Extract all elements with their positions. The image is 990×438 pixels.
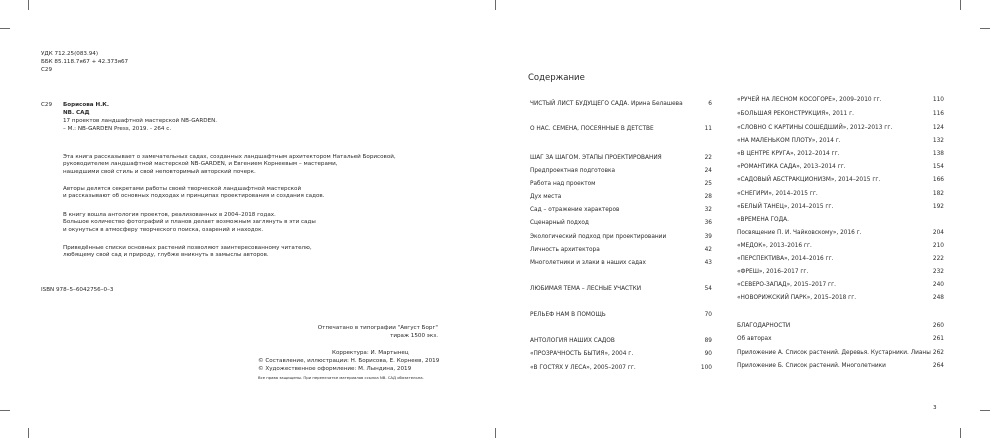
toc-entry bbox=[737, 256, 944, 263]
toc-entry bbox=[737, 230, 944, 237]
toc-entry-page: 132 bbox=[932, 138, 944, 144]
toc-entry-page: 54 bbox=[704, 286, 712, 292]
toc-entry bbox=[737, 164, 944, 171]
toc-entry bbox=[530, 101, 712, 108]
toc-entry-page: 204 bbox=[932, 230, 944, 236]
toc-entry bbox=[737, 269, 944, 276]
toc-entry-label: Сад – отражение характеров bbox=[530, 207, 620, 213]
toc-entry bbox=[530, 338, 712, 345]
annotation-paragraph: Авторы делятся секретами работы своей творческой ландшафтной мастерской и рассказывают об основных подходах и принципах проектирования и создания садов. bbox=[63, 186, 325, 200]
isbn: ISBN 978–5–6042756–0–3 bbox=[41, 287, 114, 293]
toc-entry-label: Личность архитектора bbox=[530, 247, 600, 253]
toc-entry bbox=[737, 363, 944, 370]
toc-entry bbox=[737, 177, 944, 184]
toc-entry-label: Экологический подход при проектировании bbox=[530, 234, 667, 240]
toc-entry-page: 124 bbox=[932, 125, 944, 131]
annotation-paragraph: Приведённые списки основных растений позволяют заинтересованному читателю, любящему свой сад и природу, глубже вникнуть в замыслы авторов. bbox=[63, 245, 312, 259]
toc-entry-page: 138 bbox=[932, 151, 944, 157]
crop-mark bbox=[0, 410, 10, 411]
toc-entry-page: 110 bbox=[932, 97, 944, 103]
toc-entry bbox=[737, 350, 944, 357]
toc-entry bbox=[737, 217, 944, 224]
toc-entry-page: 240 bbox=[932, 282, 944, 288]
bbk: ББК 85.118.7я67 + 42.373я67 bbox=[41, 59, 129, 65]
toc-entry-page: 192 bbox=[932, 204, 944, 210]
toc-entry bbox=[737, 138, 944, 145]
toc-entry bbox=[530, 312, 712, 319]
crop-mark bbox=[0, 28, 10, 29]
toc-entry bbox=[530, 220, 712, 227]
toc-entry-page: 42 bbox=[704, 247, 712, 253]
crop-mark bbox=[960, 428, 961, 438]
author-name: Борисова Н.К. bbox=[63, 102, 109, 108]
toc-entry-page: 36 bbox=[704, 220, 712, 226]
toc-entry-page: 264 bbox=[932, 363, 944, 369]
toc-entry-label: «ПРОЗРАЧНОСТЬ БЫТИЯ», 2004 г. bbox=[530, 351, 634, 357]
toc-entry bbox=[737, 336, 944, 343]
toc-entry bbox=[737, 295, 944, 302]
toc-entry-label: Предпроектная подготовка bbox=[530, 168, 616, 174]
page-number: 3 bbox=[933, 405, 937, 411]
design-credit: © Художественное оформление: М. Лындина, 2019 bbox=[258, 366, 412, 372]
toc-entry bbox=[530, 194, 712, 201]
toc-entry-page: 89 bbox=[704, 338, 712, 344]
classification-code-top: С29 bbox=[41, 67, 53, 73]
toc-entry-label: «РУЧЕЙ НА ЛЕСНОМ КОСОГОРЕ», 2009–2010 гг. bbox=[737, 97, 882, 103]
toc-entry-label: Приложение Б. Список растений. Многолетники bbox=[737, 363, 886, 369]
toc-entry-label: «СНЕГИРИ», 2014–2015 гг. bbox=[737, 191, 818, 197]
crop-mark bbox=[28, 428, 29, 438]
toc-entry-label: Приложение А. Список растений. Деревья. Кустарники. Лианы bbox=[737, 350, 931, 356]
toc-entry-page: 262 bbox=[932, 350, 944, 356]
toc-entry bbox=[737, 151, 944, 158]
toc-entry bbox=[530, 351, 712, 358]
toc-entry-label: Многолетники и злаки в наших садах bbox=[530, 260, 646, 266]
classification-code: С29 bbox=[41, 102, 53, 108]
toc-entry-page: 210 bbox=[932, 243, 944, 249]
publisher-info: – М.: NB-GARDEN Press, 2019. - 264 с. bbox=[63, 126, 172, 132]
annotation-paragraph: Эта книга рассказывает о замечательных садах, созданных ландшафтным архитектором Натальей Борисовой, руководителем ландшафтной мастерской NB-GARDEN, и Евгением Корнеевым – мастерами, нашедшими свой стиль и свой неповторимый авторский почерк. bbox=[63, 154, 396, 175]
toc-entry-page: 28 bbox=[704, 194, 712, 200]
toc-entry bbox=[530, 126, 712, 133]
toc-entry-page: 32 bbox=[704, 207, 712, 213]
toc-entry bbox=[530, 247, 712, 254]
toc-entry bbox=[737, 125, 944, 132]
toc-entry-page: 24 bbox=[704, 168, 712, 174]
toc-entry-label: О НАС. СЕМЕНА, ПОСЕЯННЫЕ В ДЕТСТВЕ bbox=[530, 126, 654, 132]
toc-entry bbox=[530, 286, 712, 293]
toc-entry-label: «ПЕРСПЕКТИВА», 2014–2016 гг. bbox=[737, 256, 834, 262]
annotation-paragraph: В книгу вошла антология проектов, реализованных в 2004–2018 годах. Большое количество фотографий и планов делает возможным заглянуть в эти сады и окунуться в атмосферу творческого поиска, озарений и находок. bbox=[63, 212, 316, 233]
toc-entry-page: 166 bbox=[932, 177, 944, 183]
toc-entry-page: 222 bbox=[932, 256, 944, 262]
toc-entry-label: «БЕЛЫЙ ТАНЕЦ», 2014–2015 гг. bbox=[737, 204, 834, 210]
toc-entry-page: 232 bbox=[932, 269, 944, 275]
toc-entry bbox=[737, 282, 944, 289]
toc-entry-page: 22 bbox=[704, 155, 712, 161]
toc-entry-label: «СЛОВНО С КАРТИНЫ СОШЕДШИЙ», 2012–2013 гг. bbox=[737, 125, 893, 131]
toc-entry-page: 90 bbox=[704, 351, 712, 357]
toc-entry-page: 182 bbox=[932, 191, 944, 197]
toc-entry-page: 116 bbox=[932, 111, 944, 117]
toc-entry bbox=[737, 204, 944, 211]
toc-entry-label: ШАГ ЗА ШАГОМ. ЭТАПЫ ПРОЕКТИРОВАНИЯ bbox=[530, 155, 662, 161]
toc-entry-label: «МЕДОК», 2013–2016 гг. bbox=[737, 243, 812, 249]
crop-mark bbox=[28, 0, 29, 10]
book-title: NB. САД bbox=[63, 110, 90, 116]
toc-entry bbox=[530, 207, 712, 214]
toc-entry-page: 11 bbox=[704, 126, 712, 132]
toc-entry-label: «БОЛЬШАЯ РЕКОНСТРУКЦИЯ», 2011 г. bbox=[737, 111, 854, 117]
toc-entry bbox=[737, 243, 944, 250]
toc-entry-page: 39 bbox=[704, 234, 712, 240]
toc-entry-page: 25 bbox=[704, 181, 712, 187]
toc-entry-label: АНТОЛОГИЯ НАШИХ САДОВ bbox=[530, 338, 615, 344]
toc-entry-label: «ВРЕМЕНА ГОДА. bbox=[737, 217, 789, 223]
toc-entry-label: Сценарный подход bbox=[530, 220, 589, 226]
toc-entry-label: «ФРЕШ», 2016–2017 гг. bbox=[737, 269, 809, 275]
crop-mark bbox=[980, 28, 990, 29]
toc-entry bbox=[530, 168, 712, 175]
toc-entry bbox=[737, 191, 944, 198]
toc-entry-label: «НОВОРИЖСКИЙ ПАРК», 2015–2018 гг. bbox=[737, 295, 857, 301]
print-run: тираж 1500 экз. bbox=[390, 333, 438, 339]
print-info: Отпечатано в типографии "Август Борг" bbox=[317, 325, 438, 331]
rights-notice: Все права защищены. При перепечатке материалов ссылка NB. САД обязательна. bbox=[258, 375, 424, 380]
book-description: 17 проектов ландшафтной мастерской NB-GARDEN. bbox=[63, 118, 218, 124]
udk: УДК 712.25(083.94) bbox=[41, 51, 99, 57]
toc-entry-page: 260 bbox=[932, 323, 944, 329]
toc-entry-page: 154 bbox=[932, 164, 944, 170]
toc-entry-label: «НА МАЛЕНЬКОМ ПЛОТУ», 2014 г. bbox=[737, 138, 841, 144]
toc-entry-label: Посвящение П. И. Чайковскому», 2016 г. bbox=[737, 230, 862, 236]
toc-entry-label: «В ГОСТЯХ У ЛЕСА», 2005–2007 гг. bbox=[530, 365, 636, 371]
toc-entry-label: РЕЛЬЕФ НАМ В ПОМОЩЬ bbox=[530, 312, 606, 318]
crop-mark bbox=[960, 0, 961, 10]
toc-entry-label: «В ЦЕНТРЕ КРУГА», 2012–2014 гг. bbox=[737, 151, 840, 157]
crop-mark bbox=[495, 0, 496, 10]
proofreading-credit: Корректура: И. Мартынец bbox=[332, 350, 409, 356]
toc-entry-page: 6 bbox=[708, 101, 712, 107]
toc-entry-label: БЛАГОДАРНОСТИ bbox=[737, 323, 791, 329]
toc-entry bbox=[737, 97, 944, 104]
toc-entry-label: «САДОВЫЙ АБСТРАКЦИОНИЗМ», 2014–2015 гг. bbox=[737, 177, 881, 183]
crop-mark bbox=[495, 428, 496, 438]
toc-entry-label: «РОМАНТИКА САДА», 2013–2014 гг. bbox=[737, 164, 846, 170]
toc-entry-label: Дух места bbox=[530, 194, 562, 200]
toc-entry bbox=[530, 181, 712, 188]
toc-entry-label: ЛЮБИМАЯ ТЕМА – ЛЕСНЫЕ УЧАСТКИ bbox=[530, 286, 642, 292]
compilation-credit: © Составление, иллюстрации: Н. Борисова, Е. Корнеев, 2019 bbox=[258, 358, 440, 364]
toc-entry bbox=[530, 234, 712, 241]
toc-entry-page: 70 bbox=[704, 312, 712, 318]
toc-entry-page: 100 bbox=[700, 365, 712, 371]
toc-entry-label: Работа над проектом bbox=[530, 181, 596, 187]
toc-entry bbox=[530, 365, 712, 372]
toc-entry-page: 248 bbox=[932, 295, 944, 301]
toc-entry bbox=[530, 155, 712, 162]
toc-entry bbox=[530, 260, 712, 267]
toc-entry bbox=[737, 323, 944, 330]
contents-title: Содержание bbox=[528, 73, 585, 83]
toc-entry-page: 261 bbox=[932, 336, 944, 342]
toc-entry-label: «СЕВЕРО-ЗАПАД», 2015–2017 гг. bbox=[737, 282, 836, 288]
toc-entry-label: Об авторах bbox=[737, 336, 772, 342]
crop-mark bbox=[980, 410, 990, 411]
toc-entry bbox=[737, 111, 944, 118]
toc-entry-page: 43 bbox=[704, 260, 712, 266]
toc-entry-label: ЧИСТЫЙ ЛИСТ БУДУЩЕГО САДА. Ирина Белашева bbox=[530, 101, 683, 107]
